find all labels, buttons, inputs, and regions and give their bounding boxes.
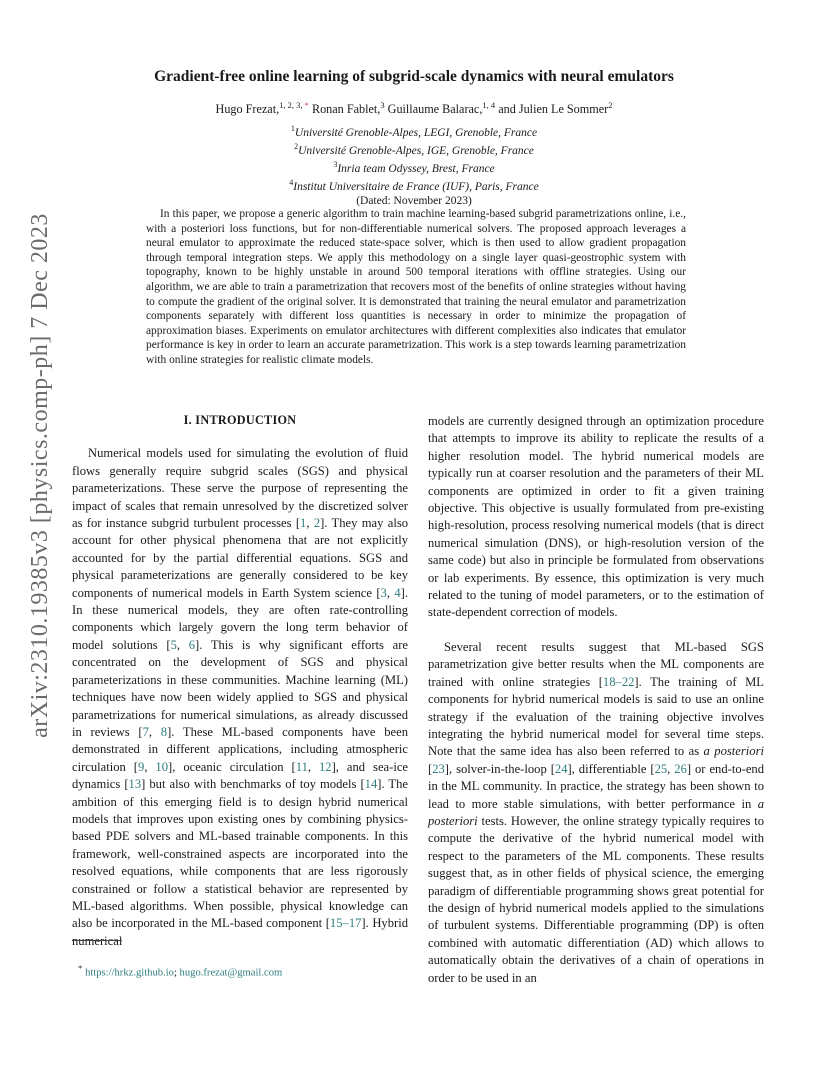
intro-paragraph-3: Several recent results suggest that ML-based SGS parametrization give better results when the ML components are trained with online strategies [18–22]. The training of ML components for hybrid numerical models is said to use an online strategy if the evaluation of the training objective involves integrating the hybrid numerical model for several time steps. Note that the same idea has also been referred to as a posteriori [23], solver-in-the-loop [24], differentiable [25, 26] or end-to-end in the ML community. In practice, the strategy has been shown to lead to more stable simulations, with better performance in a posteriori tests. However, the online strategy typically requires to compute the derivative of the hybrid numerical model with respect to the parameters of the ML components. These results suggest that, as in other fields of physical science, the emerging paradigm of differentiable programming shows great potential for the design of hybrid numerical models applied to the simulations of turbulent systems. Differentiable programming (DP) is often combined with automatic differentiation (AD) which allows to automatically obtain the derivatives of a chain of operations in order to be used in an: [428, 639, 764, 985]
citation-link[interactable]: 10: [155, 759, 169, 774]
citation-link[interactable]: 14: [364, 777, 378, 792]
citation-link[interactable]: 9: [138, 759, 145, 774]
citation-link[interactable]: 15–17: [329, 916, 362, 931]
affiliations: [60, 122, 768, 208]
affiliation-1: $^1$Université Grenoble-Alpes, LEGI, Grenoble, France: [290, 124, 538, 139]
citation-link[interactable]: 11: [295, 759, 308, 774]
citation-link[interactable]: 1: [300, 516, 307, 531]
citation-link[interactable]: 8: [160, 724, 168, 739]
arxiv-stamp: [20, 212, 60, 738]
citation-link[interactable]: 7: [142, 724, 149, 739]
email-link[interactable]: hugo.frezat@gmail.com: [179, 967, 283, 979]
abstract: In this paper, we propose a generic algorithm to train machine learning-based subgrid parametrizations online, i.e., with a posteriori loss functions, but for non-differentiable numerical solvers. The proposed approach leverages a neural emulator to approximate the reduced state-space solver, which is then used to allow gradient propagation through temporal integration steps. We apply this methodology on a single layer quasi-geostrophic system with topography, known to be highly unstable in around 500 temporal iterations with offline strategies. Using our algorithm, we are able to train a parametrization that recovers most of the benefits of online strategies without having to compute the gradient of the original solver. It is demonstrated that training the neural emulator and parametrization components separately with different loss quantities is necessary in order to minimize the propagation of approximation biases. Experiments on emulator architectures with different complexities also indicates that emulator performance is key in order to learn an accurate parametrization. This work is a step towards learning parametrization with online strategies for realistic climate models.: [146, 208, 686, 366]
paper-title: Gradient-free online learning of subgrid-scale dynamics with neural emulators: [154, 68, 674, 85]
author-list: [60, 100, 768, 117]
citation-link[interactable]: 24: [554, 761, 568, 776]
affiliation-4: $^4$Institut Universitaire de France (IUF), Paris, France: [289, 178, 539, 193]
footnote-rule: [72, 940, 122, 941]
affiliation-2: $^2$Université Grenoble-Alpes, IGE, Grenoble, France: [294, 142, 534, 157]
citation-link[interactable]: 6: [188, 637, 196, 652]
citation-link[interactable]: 4: [394, 585, 401, 600]
citation-link[interactable]: 25: [654, 761, 668, 776]
footnote-mark: *: [78, 963, 83, 973]
citation-link[interactable]: 2: [313, 516, 321, 531]
author-4: and Julien Le Sommer$^2$: [498, 100, 613, 117]
citation-link[interactable]: 18–22: [602, 674, 635, 689]
date-line: (Dated: November 2023): [356, 195, 472, 208]
homepage-link[interactable]: https://hrkz.github.io: [85, 967, 174, 979]
affiliation-3: $^3$Inria team Odyssey, Brest, France: [333, 160, 495, 175]
citation-link[interactable]: 23: [432, 761, 445, 776]
intro-paragraph-2: models are currently designed through an optimization procedure that attempts to improve its ability to replicate the results of a higher resolution model. The hybrid numerical models are typically run at coarser resolution and the parameters of their ML components are optimized in order to fit a given training objective. This objective is usually formulated from pre-existing high-resolution, process resolving numerical models (that is direct numerical simulation (DNS), or high-resolution version of the same code) but also in principle be formulated from observations or lab experiments. By essence, this optimization is very much related to the tuning of model parameters, or to the estimation of state-dependent correction of models.: [428, 414, 764, 620]
author-3: Guillaume Balarac,$^{1, 4}$: [387, 100, 496, 117]
citation-link[interactable]: 13: [128, 777, 142, 792]
arxiv-identifier: arXiv:2310.19385v3 [physics.comp-ph] 7 Dec 2023: [26, 212, 53, 738]
intro-paragraph-1: Numerical models used for simulating the evolution of fluid flows generally require subgrid scales (SGS) and physical parameterizations. These serve the purpose of representing the impact of scales that remain unresolved by the discretized solver as for instance subgrid turbulent processes [1, 2]. They may also account for other physical phenomena that are not explicitly accounted for by the partial differential equations. SGS and physical parameterizations are generally considered to be key components of numerical models in Earth System science [3, 4]. In these numerical models, they are often rate-controlling components which largely govern the long term behavior of model solutions [5, 6]. This is why significant efforts are concentrated on the development of SGS and physical parameterizations in these communities. Machine learning (ML) techniques have now been widely applied to SGS and physical parametrizations for numerical simulations, as already discussed in reviews [7, 8]. These ML-based components have been demonstrated in different applications, including atmospheric circulation [9, 10], oceanic circulation [11, 12], and sea-ice dynamics [13] but also with benchmarks of toy models [14]. The ambition of this emerging field is to design hybrid numerical models that improves upon existing ones by combining physics-based PDE solvers and ML-based trainable components. In this framework, well-constrained aspects are incorporated into the resolved equations, while components that are less rigorously constrained or follow a statistical behavior are represented by ML-based algorithms. When possible, physical knowledge can also be incorporated in the ML-based component [15–17]. Hybrid numerical: [72, 446, 409, 948]
left-column: [72, 412, 408, 950]
corresponding-author-link[interactable]: *: [302, 100, 309, 110]
section-heading: I. INTRODUCTION: [183, 413, 297, 427]
author-1: Hugo Frezat,$^{1, 2, 3,}$ *: [215, 100, 309, 117]
right-column: [428, 413, 764, 987]
footnote: * https://hrkz.github.io; hugo.frezat@gmail.com: [78, 963, 283, 979]
citation-link[interactable]: 12: [319, 759, 332, 774]
author-2: Ronan Fablet,$^3$: [311, 100, 385, 117]
citation-link[interactable]: 26: [674, 761, 687, 776]
citation-link[interactable]: 3: [380, 585, 387, 600]
citation-link[interactable]: 5: [170, 637, 177, 652]
